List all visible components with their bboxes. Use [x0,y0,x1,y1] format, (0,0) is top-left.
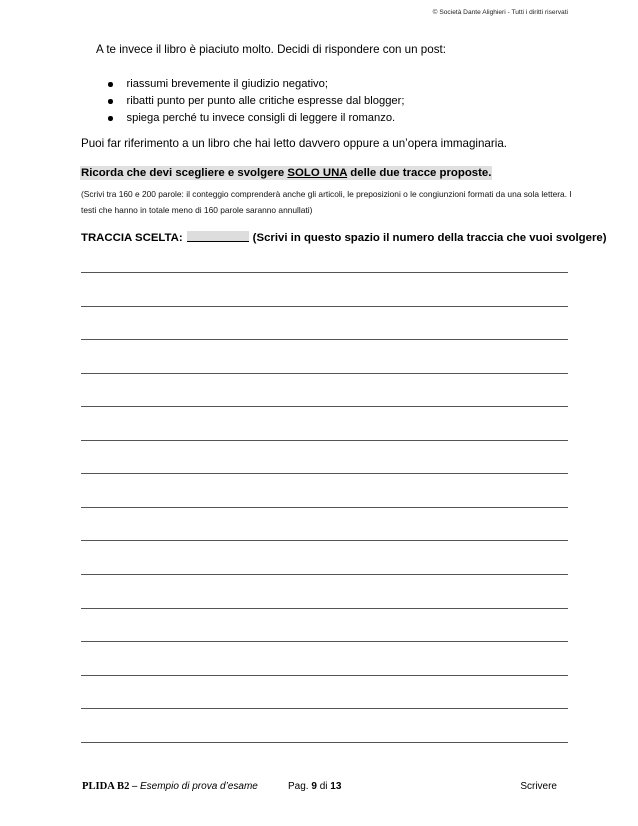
answer-line[interactable] [81,742,568,743]
copyright-notice: © Società Dante Alighieri - Tutti i diritti riservati [432,9,568,16]
page-current: 9 [311,781,317,792]
task-bullet-item [102,76,405,93]
traccia-number-field[interactable] [187,231,249,242]
answer-line[interactable] [81,708,568,709]
task-reference: Puoi far riferimento a un libro che hai letto davvero oppure a un’opera immaginaria. [81,137,507,150]
task-bullet-list [102,76,405,127]
page-prefix: Pag. [288,781,309,792]
page-number [288,781,341,792]
answer-line[interactable] [81,540,568,541]
traccia-label: TRACCIA SCELTA: [81,232,183,244]
bullet-icon [108,82,113,87]
answer-line[interactable] [81,507,568,508]
answer-line[interactable] [81,608,568,609]
page-total: 13 [330,781,342,792]
answer-line[interactable] [81,373,568,374]
footer-brand [82,781,258,792]
bullet-icon [108,116,113,121]
answer-line[interactable] [81,574,568,575]
answer-line[interactable] [81,641,568,642]
answer-line[interactable] [81,339,568,340]
traccia-row [81,231,607,244]
instruction-emphasis: SOLO UNA [287,167,348,179]
bullet-icon [108,99,113,104]
instruction-text: delle due tracce proposte. [347,167,492,179]
task-bullet-text: ribatti punto per punto alle critiche espresse dal blogger; [126,95,405,107]
footer-section: Scrivere [520,781,557,792]
answer-line[interactable] [81,306,568,307]
page-separator: di [319,781,328,792]
traccia-hint: (Scrivi in questo spazio il numero della traccia che vuoi svolgere) [252,232,607,244]
task-bullet-item [102,93,405,110]
task-bullet-item [102,110,405,127]
choice-instruction [80,166,492,180]
answer-line[interactable] [81,473,568,474]
word-count-note: (Scrivi tra 160 e 200 parole: il conteggio comprenderà anche gli articoli, le preposizioni o le congiunzioni formati da una sola lettera. I testi che hanno in totale meno di 160 parole saranno annullati) [81,189,572,215]
task-bullet-text: spiega perché tu invece consigli di leggere il romanzo. [126,112,396,124]
instruction-text: Ricorda che devi scegliere e svolgere [81,167,288,179]
task-bullet-text: riassumi brevemente il giudizio negativo; [126,78,328,90]
answer-line[interactable] [81,406,568,407]
footer-subtitle: Esempio di prova d’esame [140,781,258,792]
answer-line[interactable] [81,440,568,441]
task-intro: A te invece il libro è piaciuto molto. Decidi di rispondere con un post: [96,43,446,56]
answer-line[interactable] [81,272,568,273]
answer-line[interactable] [81,675,568,676]
footer-brand-name: PLIDA B2 – [82,781,138,792]
